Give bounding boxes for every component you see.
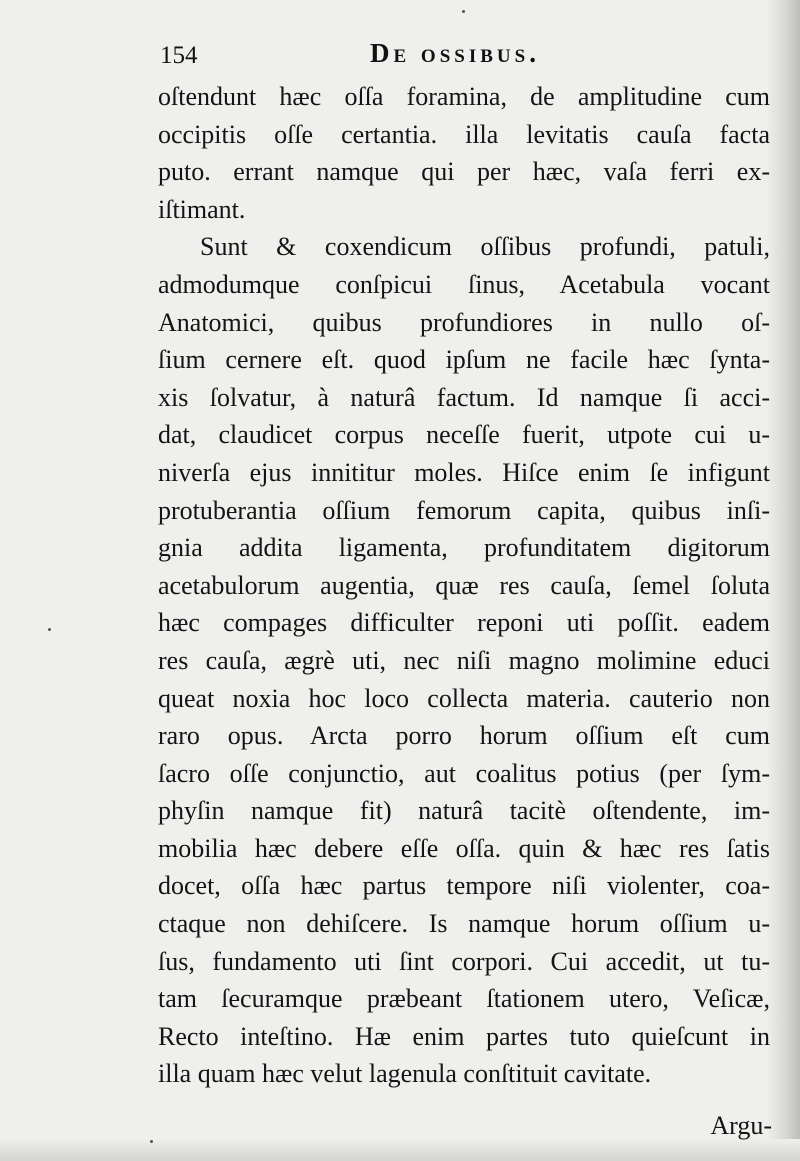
text-line: docet, oſſa hæc partus tempore niſi violenter, coa- [158,871,770,901]
text-line: ſus, fundamento uti ſint corpori. Cui accedit, ut tu- [158,946,770,976]
paper-speck [48,628,51,631]
text-line: occipitis oſſe certantia. illa levitatis cauſa facta [158,119,770,149]
page-edge-shadow [766,0,800,1161]
text-line: ſium cernere eſt. quod ipſum ne facile hæc ſynta- [158,345,770,375]
text-line: gnia addita ligamenta, profunditatem digitorum [158,533,770,563]
text-line: niverſa ejus innititur moles. Hiſce enim ſe infigunt [158,457,770,487]
text-line: dat, claudicet corpus neceſſe fuerit, utpote cui u- [158,420,770,450]
text-line: xis ſolvatur, à naturâ factum. Id namque ſi acci- [158,382,770,412]
running-head [160,38,770,74]
catchword: Argu- [710,1111,772,1140]
text-line: ctaque non dehiſcere. Is namque horum oſſium u- [158,909,770,939]
paper-speck [462,10,465,13]
page-bottom-shadow [0,1139,800,1161]
text-line: raro opus. Arcta porro horum oſſium eſt cum [158,721,770,751]
text-line: puto. errant namque qui per hæc, vaſa ferri ex- [158,157,770,187]
text-line: hæc compages difficulter reponi uti poſſit. eadem [158,608,770,638]
text-line: protuberantia oſſium femorum capita, quibus inſi- [158,495,770,525]
text-line: Recto inteſtino. Hæ enim partes tuto quieſcunt in [158,1021,770,1051]
text-line: Anatomici, quibus profundiores in nullo oſ- [158,307,770,337]
text-line: tam ſecuramque præbeant ſtationem utero, Veſicæ, [158,984,770,1014]
text-line: res cauſa, ægrè uti, nec niſi magno molimine educi [158,645,770,675]
text-line: iſtimant. [158,194,246,224]
paper-speck [150,1140,153,1143]
body-text [158,78,770,1093]
page-number: 154 [160,42,198,69]
text-line: oſtendunt hæc oſſa foramina, de amplitudine cum [158,82,770,111]
text-line: ſacro oſſe conjunctio, aut coalitus potius (per ſym- [158,758,770,788]
text-line: admodumque conſpicui ſinus, Acetabula vocant [158,269,770,299]
text-line: queat noxia hoc loco collecta materia. cauterio non [158,683,770,713]
text-line: phyſin namque fit) naturâ tacitè oſtendente, im- [158,796,770,826]
text-line: illa quam hæc velut lagenula conſtituit cavitate. [158,1059,652,1089]
text-line: acetabulorum augentia, quæ res cauſa, ſemel ſoluta [158,570,770,600]
text-line: mobilia hæc debere eſſe oſſa. quin & hæc res ſatis [158,833,770,863]
running-title: De ossibus. [370,38,540,68]
text-line: Sunt & coxendicum oſſibus profundi, patuli, [200,232,770,262]
